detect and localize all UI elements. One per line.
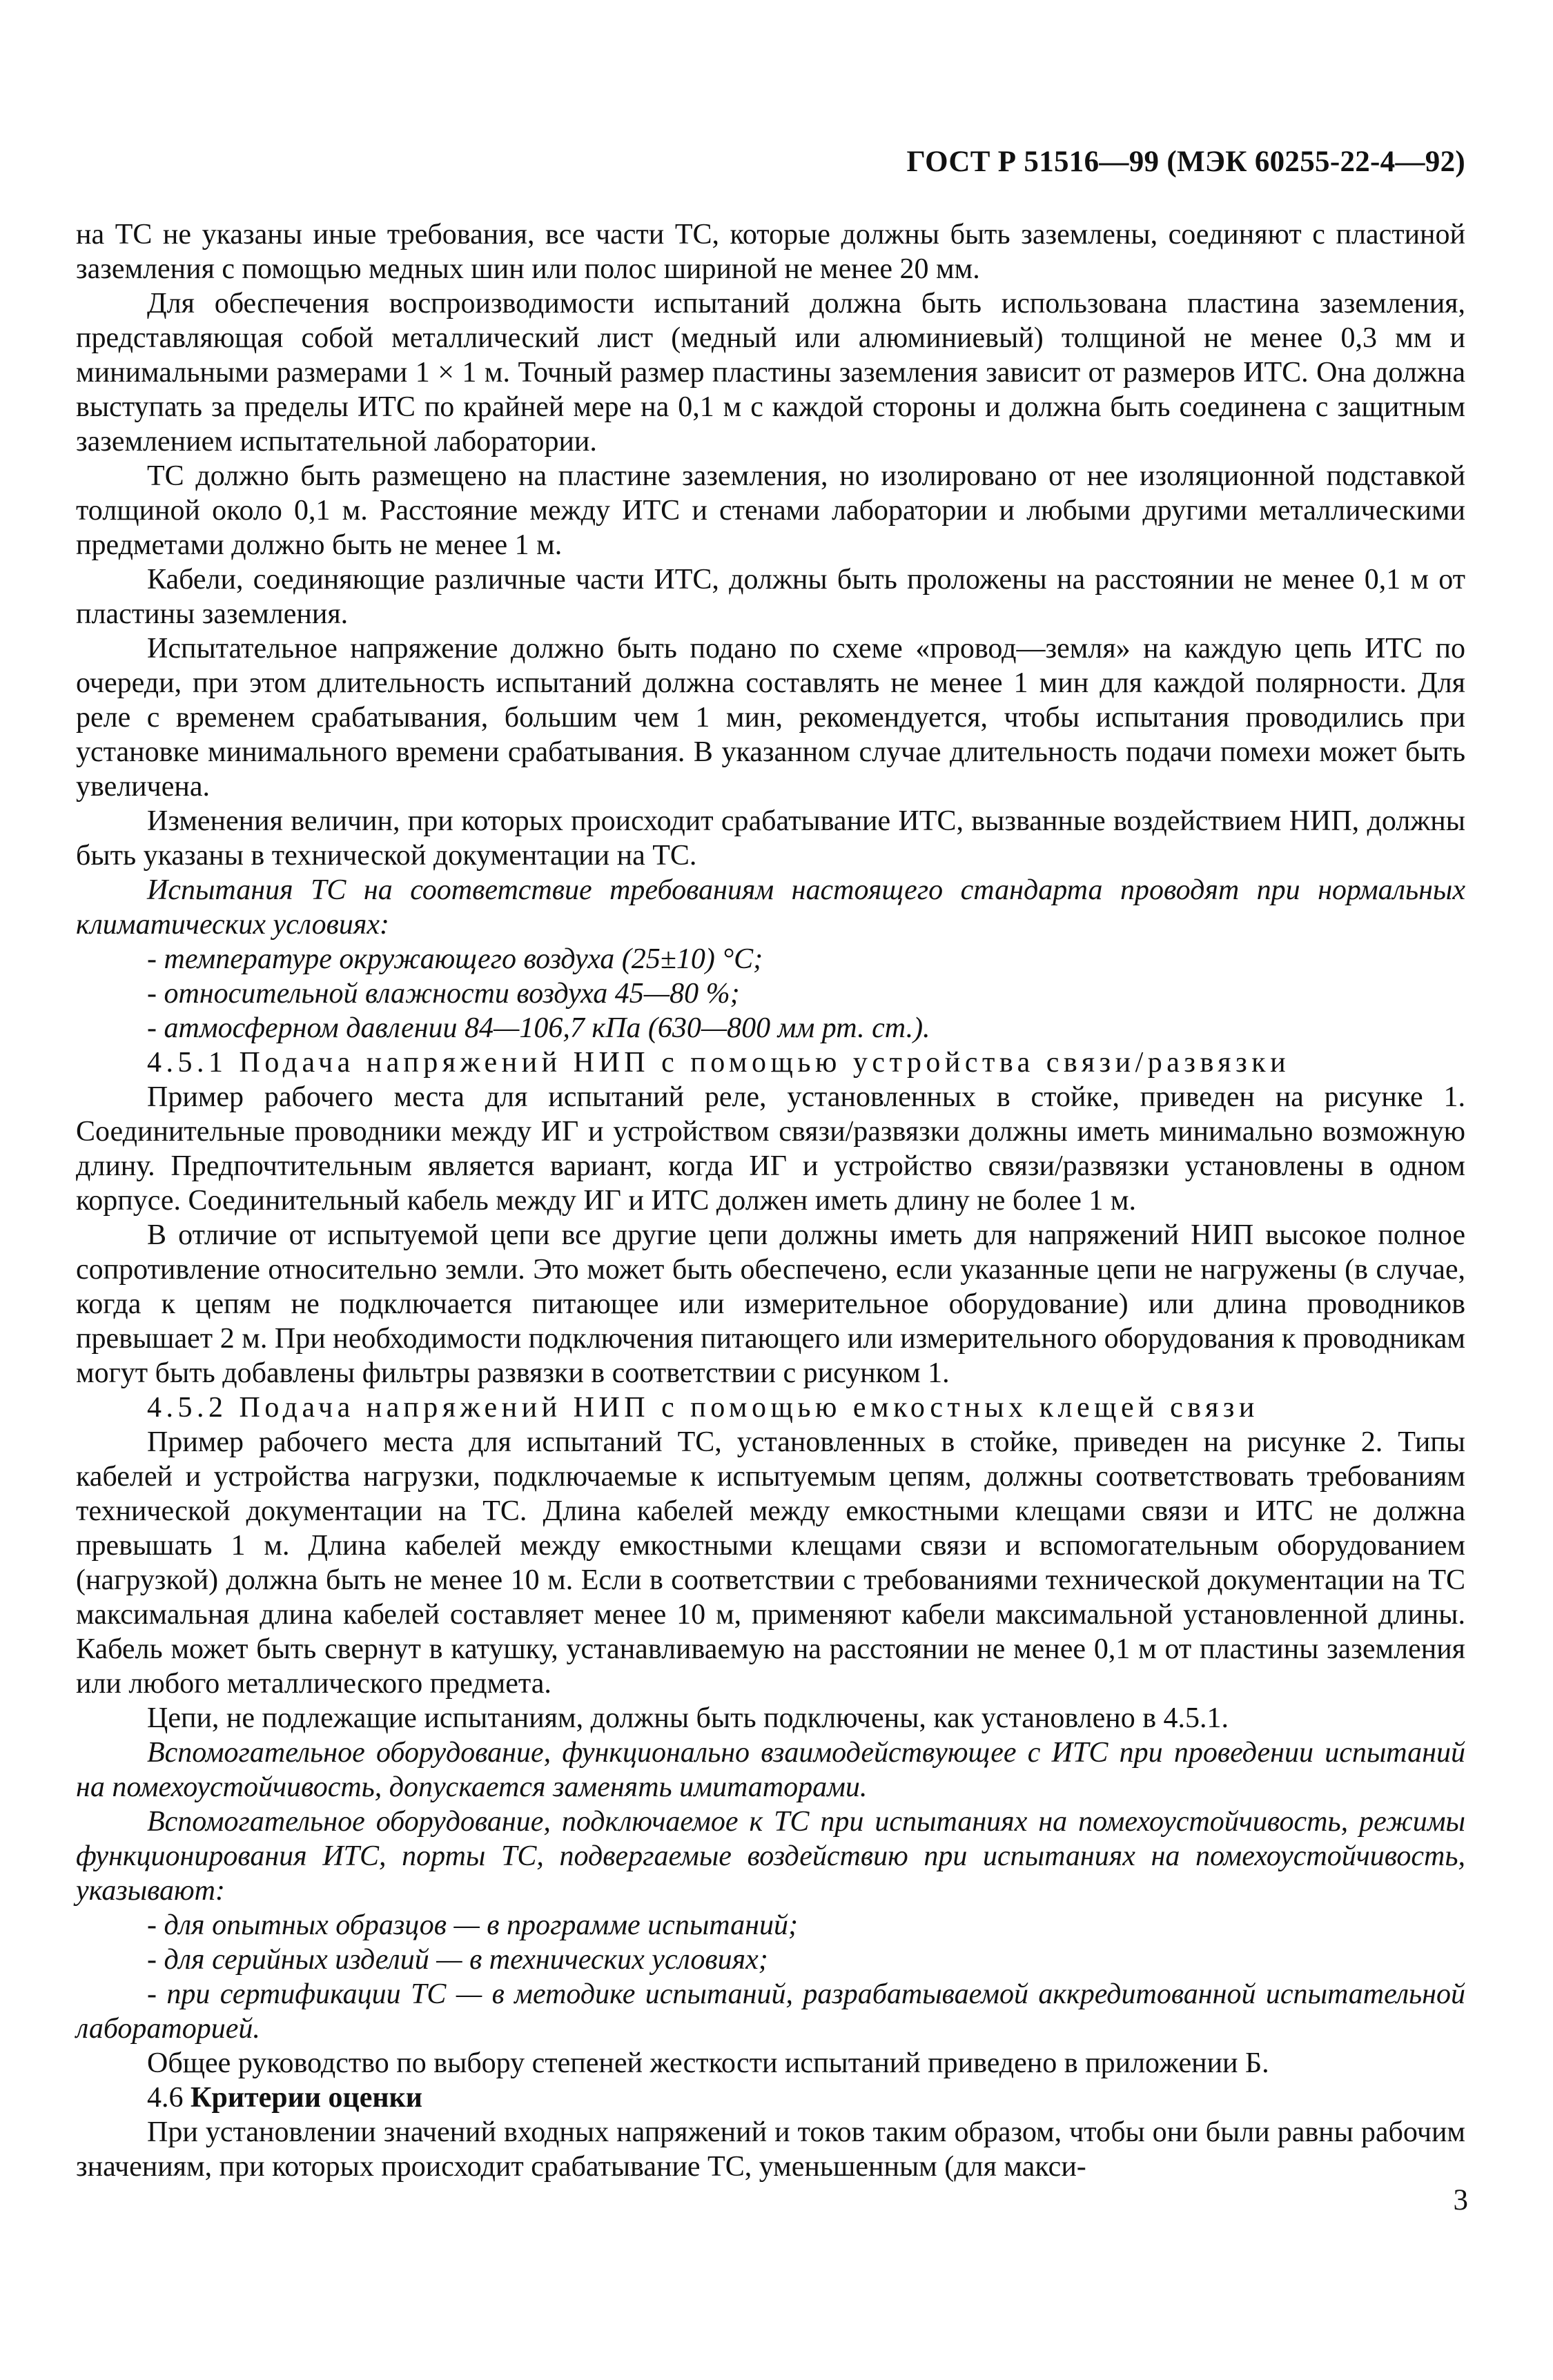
paragraph: ТС должно быть размещено на пластине заземления, но изолировано от нее изоляционной подставкой толщиной около 0,1 м. Расстояние между ИТС и стенами лаборатории и любыми другими металлическими предметами должно быть не менее 1 м.	[76, 460, 1465, 561]
paragraph: на ТС не указаны иные требования, все части ТС, которые должны быть заземлены, соединяют с пластиной заземления с помощью медных шин или полос шириной не менее 20 мм.	[76, 219, 1465, 285]
paragraph: Общее руководство по выбору степеней жесткости испытаний приведено в приложении Б.	[147, 2047, 1269, 2079]
list-item: - при сертификации ТС — в методике испытаний, разрабатываемой аккредитованной испытательной лабораторией.	[76, 1978, 1465, 2045]
paragraph: Цепи, не подлежащие испытаниям, должны быть подключены, как установлено в 4.5.1.	[147, 1702, 1229, 1734]
list-item: - температуре окружающего воздуха (25±10) °С;	[147, 943, 763, 975]
italic-paragraph: Испытания ТС на соответствие требованиям настоящего стандарта проводят при нормальных климатических условиях:	[76, 874, 1465, 941]
list-item: - для опытных образцов — в программе испытаний;	[147, 1909, 798, 1941]
paragraph: Испытательное напряжение должно быть подано по схеме «провод—земля» на каждую цепь ИТС по очереди, при этом длительность испытаний должна составлять не менее 1 мин для каждой полярности. Для реле с временем срабатывания, большим чем 1 мин, рекомендуется, чтобы испытания проводились при установке минимального времени срабатывания. В указанном случае длительность подачи помехи может быть увеличена.	[76, 633, 1465, 803]
page-number: 3	[1453, 2184, 1468, 2216]
section-title: Критерии оценки	[191, 2082, 422, 2114]
paragraph: Пример рабочего места для испытаний реле, установленных в стойке, приведен на рисунке 1. Соединительные проводники между ИГ и устройством связи/развязки должны иметь минимально возможную длину. Предпочтительным является вариант, когда ИГ и устройство связи/развязки установлены в одном корпусе. Соединительный кабель между ИГ и ИТС должен иметь длину не более 1 м.	[76, 1081, 1465, 1217]
italic-paragraph: Вспомогательное оборудование, подключаемое к ТС при испытаниях на помехоустойчивость, режимы функционирования ИТС, порты ТС, подвергаемые воздействию при испытаниях на помехоустойчивость, указывают:	[76, 1806, 1465, 1907]
paragraph: Пример рабочего места для испытаний ТС, установленных в стойке, приведен на рисунке 2. Типы кабелей и устройства нагрузки, подключаемые к испытуемым цепям, должны соответствовать требованиям технической документации на ТС. Длина кабелей между емкостными клещами связи и ИТС не должна превышать 1 м. Длина кабелей между емкостными клещами связи и вспомогательным оборудованием (нагрузкой) должна быть не менее 10 м. Если в соответствии с требованиями технической документации на ТС максимальная длина кабелей составляет менее 10 м, применяют кабели максимальной установленной длины. Кабель может быть свернут в катушку, устанавливаемую на расстоянии не менее 0,1 м от пластины заземления или любого металлического предмета.	[76, 1426, 1465, 1700]
body-text	[76, 217, 1465, 2184]
list-item: - для серийных изделий — в технических условиях;	[147, 1944, 768, 1976]
italic-paragraph: Вспомогательное оборудование, функционально взаимодействующее с ИТС при проведении испытаний на помехоустойчивость, допускается заменять имитаторами.	[76, 1737, 1465, 1803]
standard-header: ГОСТ Р 51516—99 (МЭК 60255-22-4—92)	[906, 146, 1465, 178]
paragraph: Для обеспечения воспроизводимости испытаний должна быть использована пластина заземления, представляющая собой металлический лист (медный или алюминиевый) толщиной не менее 0,3 мм и минимальными размерами 1 × 1 м. Точный размер пластины заземления зависит от размеров ИТС. Она должна выступать за пределы ИТС по крайней мере на 0,1 м с каждой стороны и должна быть соединена с защитным заземлением испытательной лаборатории.	[76, 288, 1465, 458]
section-number: 4.6	[147, 2082, 184, 2114]
subsection-heading: 4.5.2 Подача напряжений НИП с помощью емкостных клещей связи	[147, 1392, 1259, 1424]
paragraph: В отличие от испытуемой цепи все другие цепи должны иметь для напряжений НИП высокое полное сопротивление относительно земли. Это может быть обеспечено, если указанные цепи не нагружены (в случае, когда к цепям не подключается питающее или измерительное оборудование) или длина проводников превышает 2 м. При необходимости подключения питающего или измерительного оборудования к проводникам могут быть добавлены фильтры развязки в соответствии с рисунком 1.	[76, 1219, 1465, 1389]
paragraph: Изменения величин, при которых происходит срабатывание ИТС, вызванные воздействием НИП, должны быть указаны в технической документации на ТС.	[76, 805, 1465, 872]
paragraph: При установлении значений входных напряжений и токов таким образом, чтобы они были равны рабочим значениям, при которых происходит срабатывание ТС, уменьшенным (для макси-	[76, 2116, 1465, 2183]
section-heading	[76, 2081, 1465, 2115]
list-item: - атмосферном давлении 84—106,7 кПа (630—800 мм рт. ст.).	[147, 1012, 930, 1044]
paragraph: Кабели, соединяющие различные части ИТС, должны быть проложены на расстоянии не менее 0,1 м от пластины заземления.	[76, 564, 1465, 630]
subsection-heading: 4.5.1 Подача напряжений НИП с помощью устройства связи/развязки	[147, 1047, 1291, 1079]
list-item: - относительной влажности воздуха 45—80 %;	[147, 978, 740, 1010]
